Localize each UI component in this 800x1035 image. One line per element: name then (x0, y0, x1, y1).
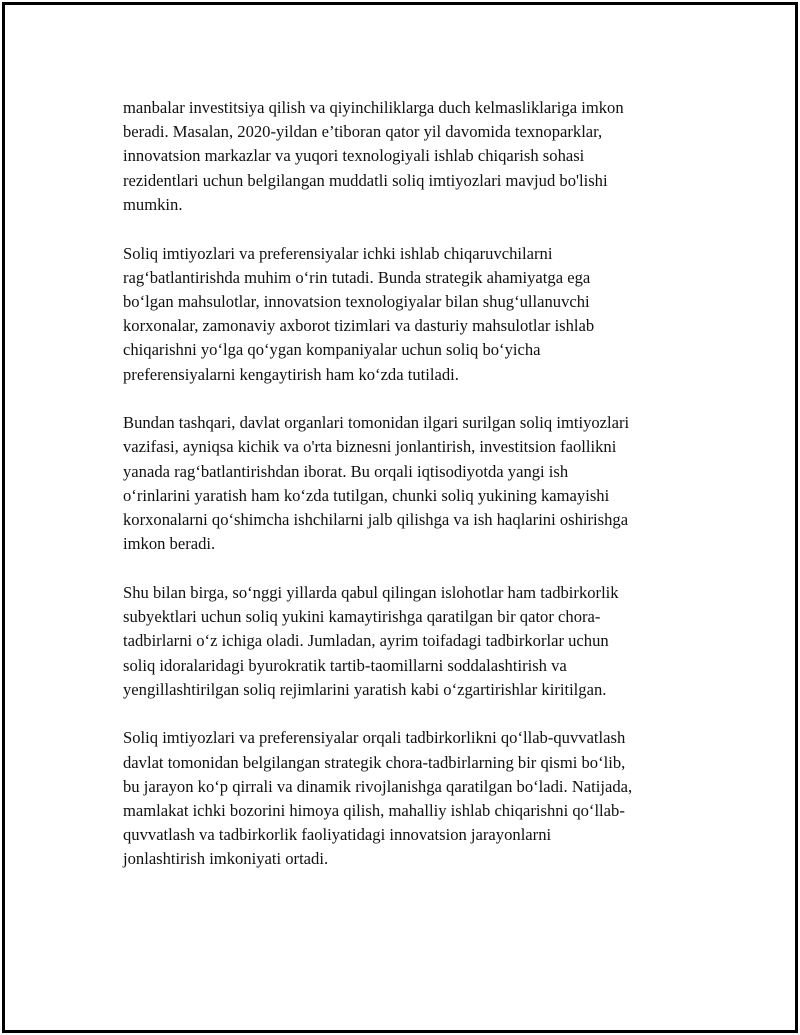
document-body (123, 96, 703, 896)
paragraph-4: Shu bilan birga, so‘nggi yillarda qabul qilingan islohotlar ham tadbirkorlik subyektlari uchun soliq yukini kamaytirishga qaratilgan bir qator chora- tadbirlarni o‘z ichiga oladi. Jumladan, ayrim toifadagi tadbirkorlar uchun soliq idoralaridagi byurokratik tartib-taomillarni soddalashtirish va yengillashtirilgan soliq rejimlarini yaratish kabi o‘zgartirishlar kiritilgan. (123, 582, 619, 699)
paragraph-3: Bundan tashqari, davlat organlari tomonidan ilgari surilgan soliq imtiyozlari vazifasi, ayniqsa kichik va o'rta biznesni jonlantirish, investitsion faollikni yanada rag‘batlantirishdan iborat. Bu orqali iqtisodiyotda yangi ish o‘rinlarini yaratish ham ko‘zda tutilgan, chunki soliq yukining kamayishi korxonalarni qo‘shimcha ishchilarni jalb qilishga va ish haqlarini oshirishga imkon beradi. (123, 413, 630, 554)
page-frame (2, 2, 798, 1033)
paragraph-5: Soliq imtiyozlari va preferensiyalar orqali tadbirkorlikni qo‘llab-quvvatlash davlat tomonidan belgilangan strategik chora-tadbirlarning bir qismi bo‘lib, bu jarayon ko‘p qirrali va dinamik rivojlanishga qaratilgan bo‘ladi. Natijada, mamlakat ichki bozorini himoya qilish, mahalliy ishlab chiqarishni qo‘llab- quvvatlash va tadbirkorlik faoliyatidagi innovatsion jarayonlarni jonlashtirish imkoniyati ortadi. (123, 728, 633, 869)
paragraph-1: manbalar investitsiya qilish va qiyinchiliklarga duch kelmasliklariga imkon beradi. Masalan, 2020-yildan e’tiboran qator yil davomida texnoparklar, innovatsion markazlar va yuqori texnologiyali ishlab chiqarish sohasi rezidentlari uchun belgilangan muddatli soliq imtiyozlari mavjud bo'lishi mumkin. (123, 98, 624, 214)
paragraph-2: Soliq imtiyozlari va preferensiyalar ichki ishlab chiqaruvchilarni rag‘batlantirishda muhim o‘rin tutadi. Bunda strategik ahamiyatga ega bo‘lgan mahsulotlar, innovatsion texnologiyalar bilan shug‘ullanuvchi korxonalar, zamonaviy axborot tizimlari va dasturiy mahsulotlar ishlab chiqarishni yo‘lga qo‘ygan kompaniyalar uchun soliq bo‘yicha preferensiyalarni kengaytirish ham ko‘zda tutiladi. (123, 243, 595, 384)
